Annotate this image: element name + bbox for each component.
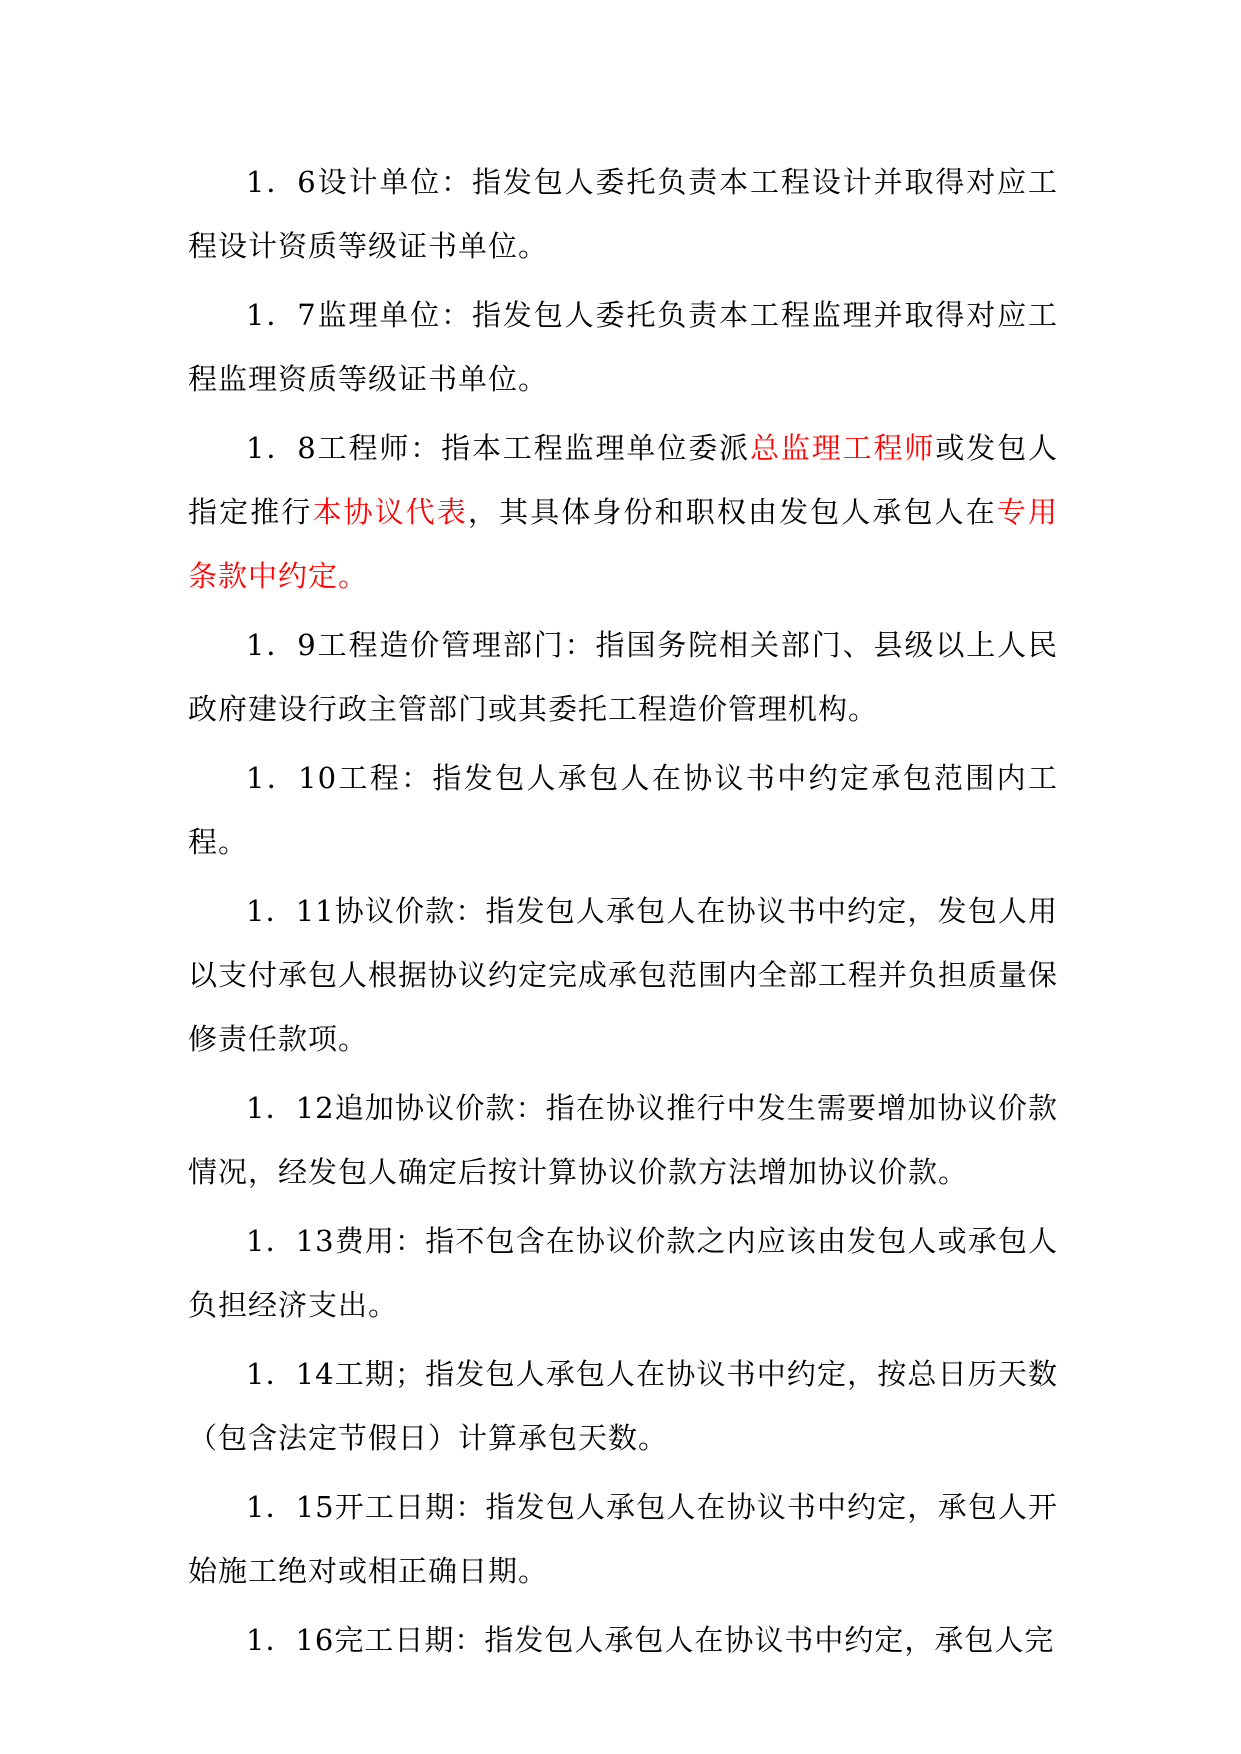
clause-1-10 xyxy=(188,746,1058,874)
clause-text: 1．13费用：指不包含在协议价款之内应该由发包人或承包人负担经济支出。 xyxy=(188,1224,1058,1322)
clause-1-14 xyxy=(188,1342,1058,1470)
clause-1-7 xyxy=(188,283,1058,411)
clause-1-6 xyxy=(188,150,1058,278)
highlight-chief-supervising-engineer: 总监理工程师 xyxy=(749,431,936,465)
clause-1-15 xyxy=(188,1475,1058,1603)
clause-text: 1．15开工日期：指发包人承包人在协议书中约定，承包人开始施工绝对或相正确日期。 xyxy=(188,1490,1058,1588)
clause-text: 或发包人指定推行 xyxy=(188,431,1058,529)
clause-text: 1．9工程造价管理部门：指国务院相关部门、县级以上人民政府建设行政主管部门或其委托工程造价管理机构。 xyxy=(188,628,1058,726)
clause-text: 1．14工期；指发包人承包人在协议书中约定，按总日历天数（包含法定节假日）计算承包天数。 xyxy=(188,1357,1058,1455)
clause-1-12 xyxy=(188,1076,1058,1204)
clause-text: 1．16完工日期：指发包人承包人在协议书中约定，承包人完 xyxy=(246,1623,1055,1657)
document-page xyxy=(188,150,1058,1677)
clause-text: 1．10工程：指发包人承包人在协议书中约定承包范围内工程。 xyxy=(188,761,1058,859)
highlight-special-terms: 专用条款中约定。 xyxy=(188,495,1058,593)
clause-text: 1．6设计单位：指发包人委托负责本工程设计并取得对应工程设计资质等级证书单位。 xyxy=(188,165,1058,263)
clause-text: ，其具体身份和职权由发包人承包人在 xyxy=(467,495,997,529)
clause-1-8 xyxy=(188,416,1058,608)
clause-text: 1．11协议价款：指发包人承包人在协议书中约定，发包人用以支付承包人根据协议约定完成承包范围内全部工程并负担质量保修责任款项。 xyxy=(188,894,1059,1056)
clause-1-11 xyxy=(188,879,1058,1071)
clause-text: 1．7监理单位：指发包人委托负责本工程监理并取得对应工程监理资质等级证书单位。 xyxy=(188,298,1058,396)
clause-text: 1．12追加协议价款：指在协议推行中发生需要增加协议价款情况，经发包人确定后按计算协议价款方法增加协议价款。 xyxy=(188,1091,1058,1189)
highlight-agreement-representative: 本协议代表 xyxy=(312,495,468,529)
clause-1-16 xyxy=(188,1608,1058,1672)
clause-text: 1．8工程师：指本工程监理单位委派 xyxy=(246,431,750,465)
clause-1-13 xyxy=(188,1209,1058,1337)
clause-1-9 xyxy=(188,613,1058,741)
